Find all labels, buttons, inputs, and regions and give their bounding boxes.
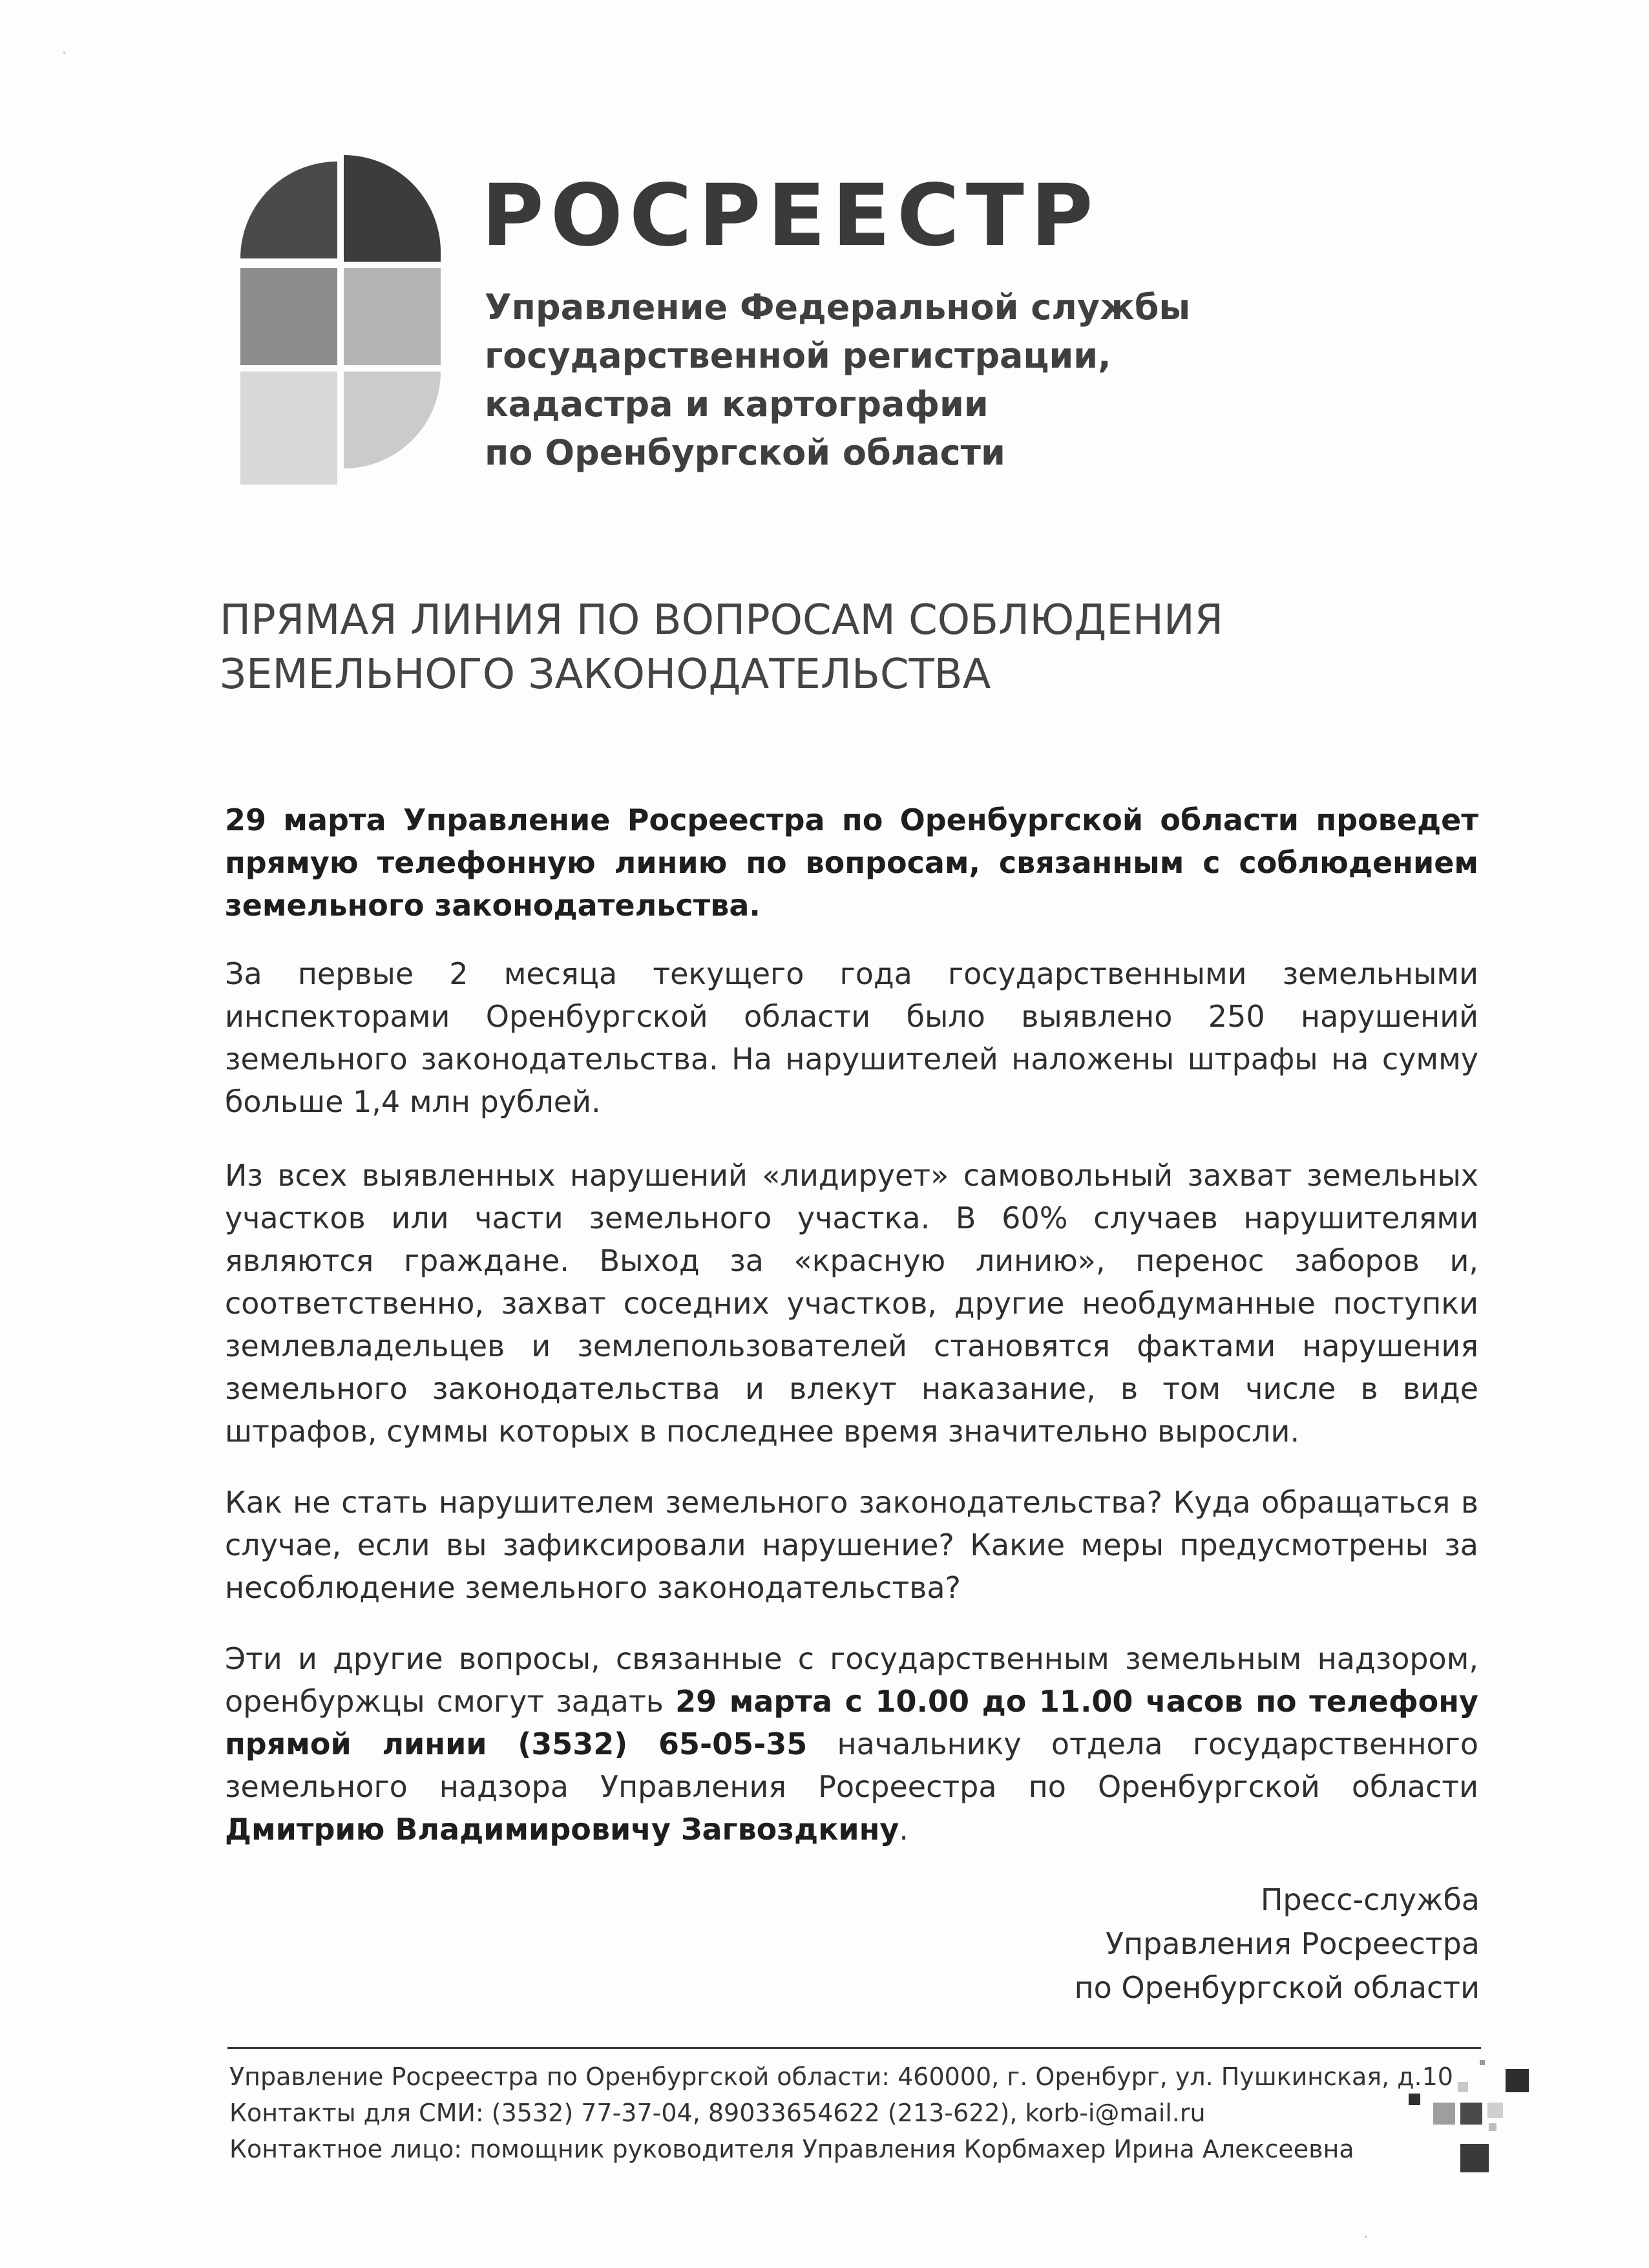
- paragraph-questions: Как не стать нарушителем земельного законодательства? Куда обращаться в случае, если вы зафиксировали нарушение? Какие меры предусмотрены за несоблюдение земельного законодательства?: [225, 1485, 1478, 1605]
- footer-contact-person: Контактное лицо: помощник руководителя Управления Корбмахер Ирина Алексеевна: [229, 2135, 1354, 2163]
- headline-line: ЗЕМЕЛЬНОГО ЗАКОНОДАТЕЛЬСТВА: [220, 651, 991, 698]
- pixel-squares-icon: [1409, 2048, 1557, 2184]
- rosreestr-logo-icon: [240, 155, 467, 485]
- signature-line: Пресс-служба: [1260, 1882, 1480, 1917]
- logo-subtitle: [485, 283, 1190, 477]
- paragraph-hotline: [225, 1637, 1478, 1851]
- logo-subtitle-line: по Оренбургской области: [485, 432, 1005, 473]
- footer-divider: [227, 2047, 1481, 2049]
- hotline-text: начальнику отдела государственного земельного надзора Управления Росреестра по Оренбургской области: [225, 1727, 1478, 1804]
- signature: [1075, 1878, 1480, 2010]
- logo-title: РОСРЕЕСТР: [481, 166, 1100, 266]
- signature-line: Управления Росреестра: [1105, 1926, 1480, 1961]
- headline-line: ПРЯМАЯ ЛИНИЯ ПО ВОПРОСАМ СОБЛЮДЕНИЯ: [220, 596, 1224, 644]
- paragraph-statistics: За первые 2 месяца текущего года государственными земельными инспекторами Оренбургской области было выявлено 250 нарушений земельного законодательства. На нарушителей наложены штрафы на сумму больше 1,4 млн рублей.: [225, 956, 1478, 1119]
- lead-paragraph: 29 марта Управление Росреестра по Оренбургской области проведет прямую телефонную линию по вопросам, связанным с соблюдением земельного законодательства.: [225, 803, 1478, 923]
- hotline-schedule: 29 марта с 10.00 до 11.00 часов по телефону прямой линии (3532) 65-05-35: [225, 1684, 1478, 1761]
- footer-address: Управление Росреестра по Оренбургской области: 460000, г. Оренбург, ул. Пушкинская, д.10: [229, 2063, 1453, 2091]
- hotline-text: .: [899, 1812, 909, 1847]
- scan-speck: [63, 52, 65, 54]
- scan-speck: [1365, 2236, 1367, 2238]
- signature-line: по Оренбургской области: [1074, 1970, 1480, 2005]
- hotline-text: Эти и другие вопросы, связанные с государственным земельным надзором, оренбуржцы смогут задать: [225, 1641, 1478, 1719]
- logo-subtitle-line: Управление Федеральной службы: [485, 287, 1191, 328]
- paragraph-violations: Из всех выявленных нарушений «лидирует» самовольный захват земельных участков или части земельного участка. В 60% случаев нарушителями являются граждане. Выход за «красную линию», перенос заборов и, соответственно, захват соседних участков, другие необдуманные поступки землевладельцев и землепользователей становятся фактами нарушения земельного законодательства и влекут наказание, в том числе в виде штрафов, суммы которых в последнее время значительно выросли.: [225, 1158, 1478, 1449]
- hotline-contact-person: Дмитрию Владимировичу Загвоздкину: [225, 1812, 899, 1847]
- logo-subtitle-line: кадастра и картографии: [485, 384, 989, 425]
- headline: [220, 593, 1223, 702]
- logo-subtitle-line: государственной регистрации,: [485, 335, 1111, 376]
- footer: [229, 2059, 1453, 2167]
- footer-media-contacts: Контакты для СМИ: (3532) 77-37-04, 89033654622 (213-622), korb-i@mail.ru: [229, 2099, 1206, 2127]
